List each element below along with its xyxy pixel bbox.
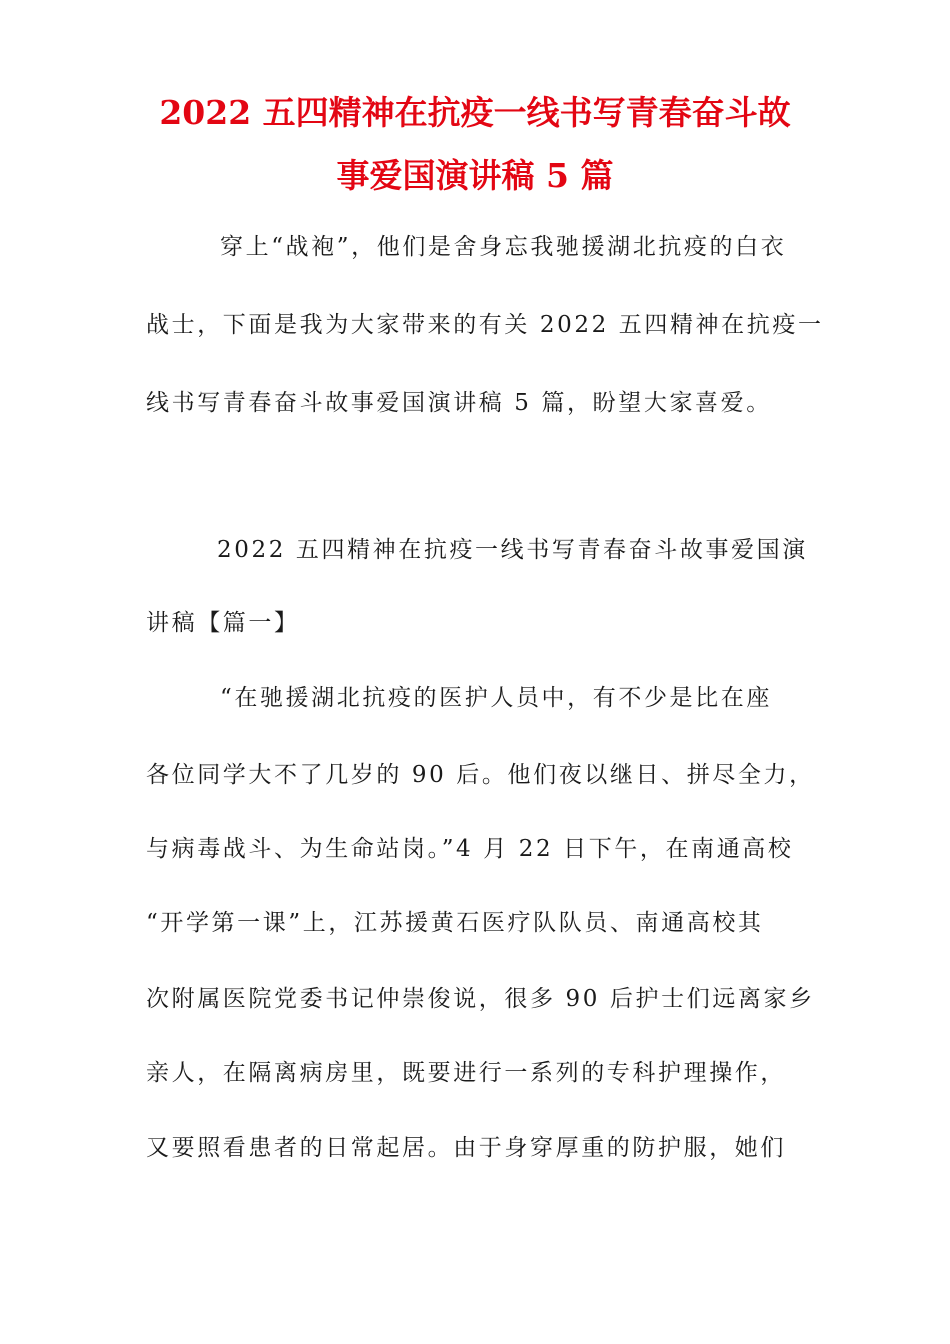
body-line-6: 亲人，在隔离病房里，既要进行一系列的专科护理操作， — [146, 1060, 786, 1086]
body-line-1: “在驰援湖北抗疫的医护人员中，有不少是比在座 — [220, 685, 772, 711]
section-heading-line-2: 讲稿【篇一】 — [146, 610, 300, 636]
intro-line-1: 穿上“战袍”，他们是舍身忘我驰援湖北抗疫的白衣 — [220, 234, 787, 260]
body-line-4: “开学第一课”上，江苏援黄石医疗队队员、南通高校其 — [146, 910, 764, 936]
intro-line-3: 线书写青春奋斗故事爱国演讲稿 5 篇，盼望大家喜爱。 — [146, 390, 772, 416]
body-line-7: 又要照看患者的日常起居。由于身穿厚重的防护服，她们 — [146, 1135, 786, 1161]
body-line-2: 各位同学大不了几岁的 90 后。他们夜以继日、拼尽全力， — [146, 762, 815, 788]
body-line-5: 次附属医院党委书记仲崇俊说，很多 90 后护士们远离家乡 — [146, 986, 815, 1012]
body-line-3: 与病毒战斗、为生命站岗。”4 月 22 日下午，在南通高校 — [146, 836, 794, 862]
document-title-line-2: 事爱国演讲稿 5 篇 — [336, 156, 614, 195]
document-title-line-1: 2022 五四精神在抗疫一线书写青春奋斗故 — [159, 93, 791, 132]
intro-line-2: 战士，下面是我为大家带来的有关 2022 五四精神在抗疫一 — [146, 312, 824, 338]
section-heading-line-1: 2022 五四精神在抗疫一线书写青春奋斗故事爱国演 — [217, 537, 808, 563]
